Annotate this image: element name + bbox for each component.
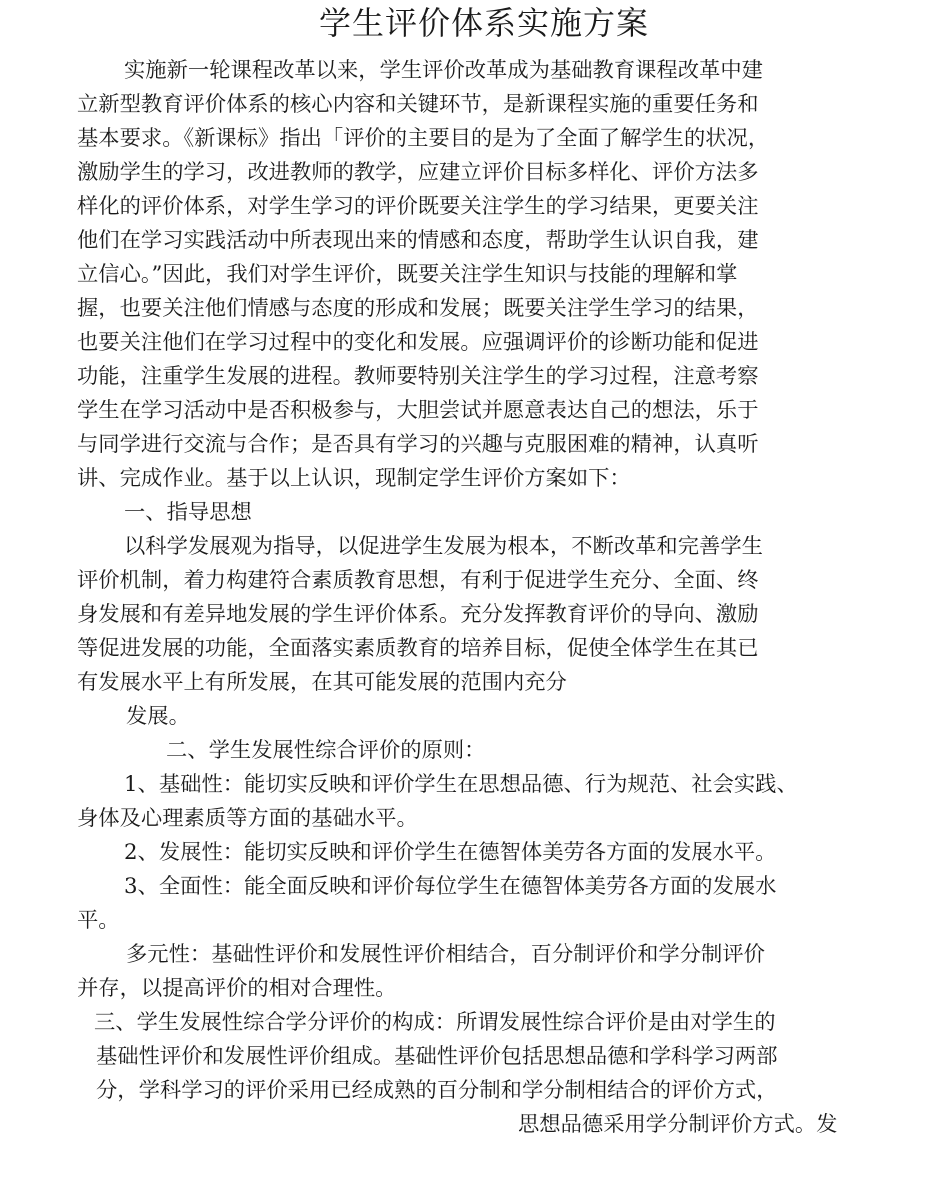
paragraph-line: 基本要求。《新课标》指出「评价的主要目的是为了全面了解学生的状况， <box>77 126 770 151</box>
list-item-line: 3、全面性：能全面反映和评价每位学生在德智体美劳各方面的发展水 <box>124 874 777 899</box>
paragraph-line: 与同学进行交流与合作；是否具有学习的兴趣与克服困难的精神，认真听 <box>77 432 759 457</box>
section-heading-line: 三、学生发展性综合学分评价的构成：所谓发展性综合评价是由对学生的 <box>94 1010 776 1035</box>
list-item-line: 1、基础性：能切实反映和评价学生在思想品德、行为规范、社会实践、 <box>124 772 798 797</box>
paragraph-line: 实施新一轮课程改革以来，学生评价改革成为基础教育课程改革中建 <box>124 58 763 83</box>
paragraph-line: 立信心。”因此，我们对学生评价，既要关注学生知识与技能的理解和掌 <box>77 262 738 287</box>
paragraph-line: 学生在学习活动中是否积极参与，大胆尝试并愿意表达自己的想法，乐于 <box>77 398 759 423</box>
paragraph-line: 也要关注他们在学习过程中的变化和发展。应强调评价的诊断功能和促进 <box>77 330 759 355</box>
list-item-line: 平。 <box>77 908 120 933</box>
paragraph-line: 有发展水平上有所发展，在其可能发展的范围内充分 <box>77 670 567 695</box>
list-item-line: 多元性：基础性评价和发展性评价相结合，百分制评价和学分制评价 <box>126 942 765 967</box>
paragraph-line: 立新型教育评价体系的核心内容和关键环节，是新课程实施的重要任务和 <box>77 92 759 117</box>
paragraph-line: 激励学生的学习，改进教师的教学，应建立评价目标多样化、评价方法多 <box>77 160 759 185</box>
paragraph-line: 身发展和有差异地发展的学生评价体系。充分发挥教育评价的导向、激励 <box>77 602 759 627</box>
document-title: 学生评价体系实施方案 <box>318 4 649 42</box>
paragraph-line: 样化的评价体系，对学生学习的评价既要关注学生的学习结果，更要关注 <box>77 194 759 219</box>
section-heading: 一、指导思想 <box>124 500 252 525</box>
paragraph-line: 分，学科学习的评价采用已经成熟的百分制和学分制相结合的评价方式， <box>96 1078 778 1103</box>
paragraph-line: 思想品德采用学分制评价方式。发 <box>518 1112 838 1137</box>
paragraph-line: 功能，注重学生发展的进程。教师要特别关注学生的学习过程，注意考察 <box>77 364 759 389</box>
paragraph-line: 评价机制，着力构建符合素质教育思想，有利于促进学生充分、全面、终 <box>77 568 759 593</box>
paragraph-line: 发展。 <box>126 704 190 729</box>
paragraph-line: 他们在学习实践活动中所表现出来的情感和态度，帮助学生认识自我，建 <box>77 228 759 253</box>
paragraph-line: 等促进发展的功能，全面落实素质教育的培养目标，促使全体学生在其已 <box>77 636 759 661</box>
list-item-line: 并存，以提高评价的相对合理性。 <box>77 976 397 1001</box>
section-heading: 二、学生发展性综合评价的原则： <box>166 738 486 763</box>
list-item-line: 2、发展性：能切实反映和评价学生在德智体美劳各方面的发展水平。 <box>124 840 777 865</box>
paragraph-line: 以科学发展观为指导，以促进学生发展为根本，不断改革和完善学生 <box>124 534 763 559</box>
paragraph-line: 讲、完成作业。基于以上认识，现制定学生评价方案如下： <box>77 466 631 491</box>
list-item-line: 身体及心理素质等方面的基础水平。 <box>77 806 418 831</box>
paragraph-line: 握，也要关注他们情感与态度的形成和发展；既要关注学生学习的结果， <box>77 296 759 321</box>
paragraph-line: 基础性评价和发展性评价组成。基础性评价包括思想品德和学科学习两部 <box>96 1044 778 1069</box>
